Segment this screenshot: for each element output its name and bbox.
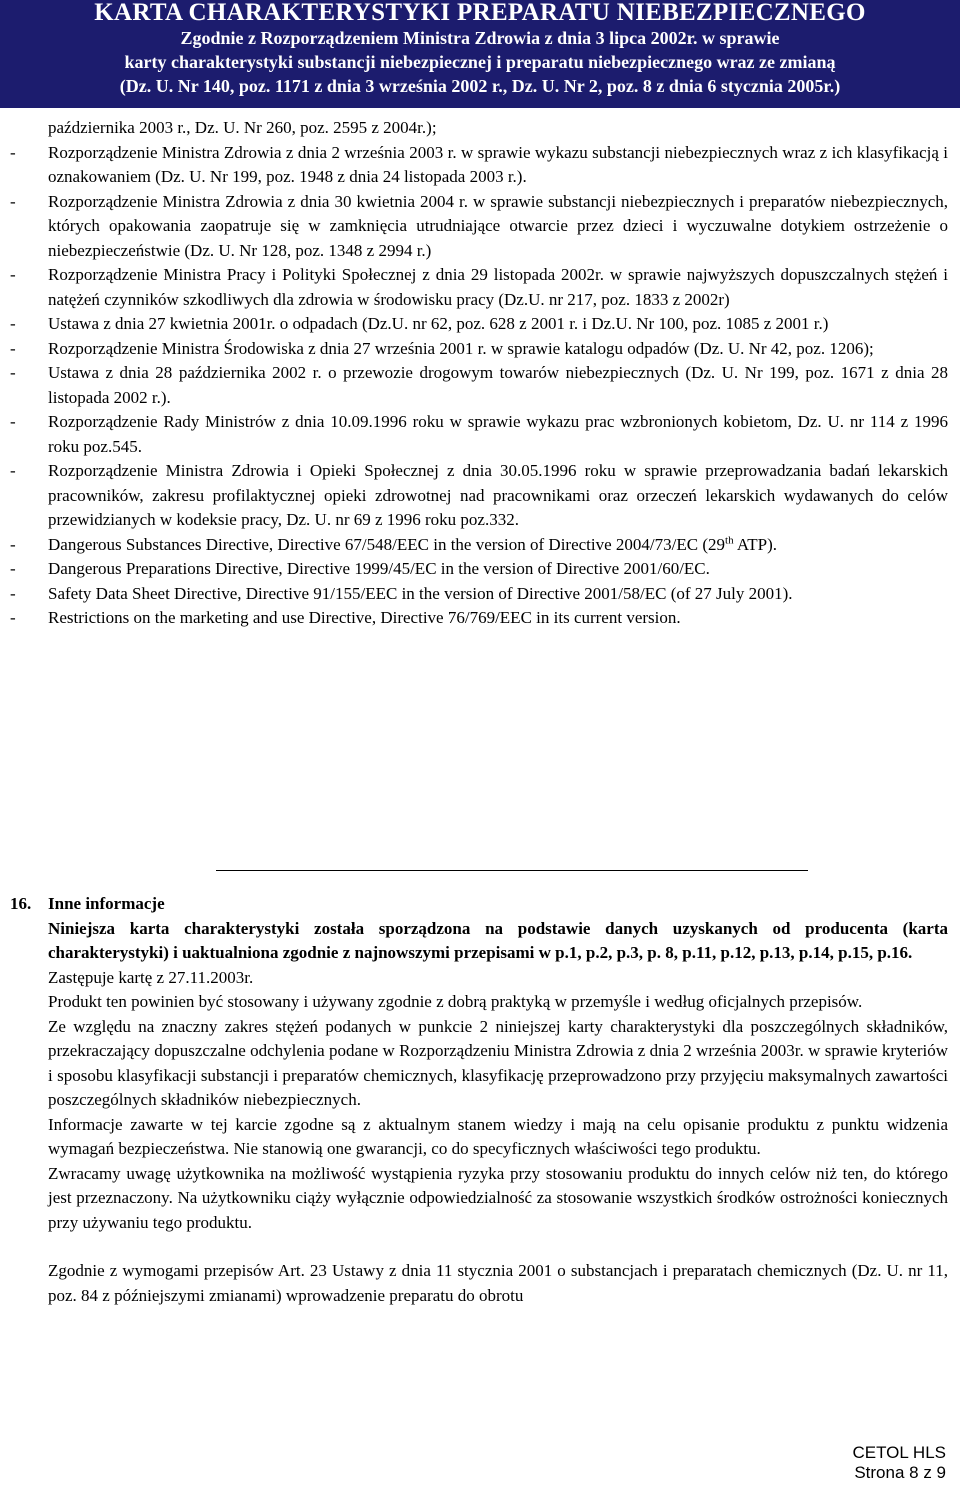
document-header	[0, 0, 960, 108]
legislation-item	[10, 410, 948, 459]
list-dash: -	[10, 142, 16, 162]
legislation-item	[10, 337, 948, 362]
document-title: KARTA CHARAKTERYSTYKI PREPARATU NIEBEZPIECZNEGO	[94, 0, 866, 26]
directive-text: Dangerous Preparations Directive, Directive 1999/45/EC in the version of Directive 2001/60/EC.	[48, 559, 710, 578]
company-name: CETOL HLS	[852, 1443, 946, 1462]
section-divider	[216, 870, 808, 871]
legislation-item-text: Ustawa z dnia 28 października 2002 r. o przewozie drogowym towarów niebezpiecznych (Dz. U. Nr 199, poz. 1671 z dnia 28 listopada 2002 r.).	[48, 363, 948, 407]
directive-text-end: ATP).	[733, 534, 778, 554]
section-number: 16.	[10, 894, 32, 913]
directive-item	[10, 557, 948, 582]
legislation-item-text: Rozporządzenie Ministra Pracy i Polityki Społecznej z dnia 29 listopada 2002r. w sprawie najwyższych dopuszczalnych stężeń i natężeń czynników szkodliwych dla zdrowia w środowisku pracy (Dz.U. nr 217, poz. 1833 z 2002r)	[48, 265, 948, 309]
list-dash: -	[10, 314, 16, 333]
header-regulation-line-1: Zgodnie z Rozporządzeniem Ministra Zdrowia z dnia 3 lipca 2002r. w sprawie	[180, 28, 780, 48]
list-dash: -	[10, 363, 16, 382]
legislation-item-text: Rozporządzenie Rady Ministrów z dnia 10.09.1996 roku w sprawie wykazu prac wzbronionych kobietom, Dz. U. nr 114 z 1996 roku poz.545.	[48, 412, 948, 456]
directive-item	[10, 582, 948, 607]
section-16	[10, 892, 948, 1308]
legislation-item-text: Ustawa z dnia 27 kwietnia 2001r. o odpadach (Dz.U. nr 62, poz. 628 z 2001 r. i Dz.U. Nr 100, poz. 1085 z 2001 r.)	[48, 314, 829, 333]
list-dash: -	[10, 191, 16, 211]
header-regulation-line-3: (Dz. U. Nr 140, poz. 1171 z dnia 3 września 2002 r., Dz. U. Nr 2, poz. 8 z dnia 6 stycznia 2005r.)	[119, 76, 841, 96]
list-dash: -	[10, 608, 16, 627]
list-dash: -	[10, 461, 16, 480]
superscript-th: th	[725, 533, 734, 546]
list-dash: -	[10, 583, 16, 603]
paragraph: Zgodnie z wymogami przepisów Art. 23 Ustawy z dnia 11 stycznia 2001 o substancjach i preparatach chemicznych (Dz. U. nr 11, poz. 84 z późniejszymi zmianami) wprowadzenie preparatu do obrotu	[48, 1261, 948, 1305]
legislation-item-text: Rozporządzenie Ministra Zdrowia z dnia 30 kwietnia 2004 r. w sprawie substancji niebezpiecznych i preparatów niebezpiecznych, których opakowania zaopatruje się w zamknięcia utrudniające otwarcie przez dzieci i wyczuwalne dotykiem ostrzeżenie o niebezpieczeństwie (Dz. U. Nr 128, poz. 1348 z 2994 r.)	[48, 191, 948, 260]
directive-text: Dangerous Substances Directive, Directive 67/548/EEC in the version of Directive 2004/73/EC (29	[48, 534, 726, 554]
list-dash: -	[10, 265, 16, 284]
paragraph: Zastępuje kartę z 27.11.2003r.	[48, 967, 254, 987]
legislation-item	[10, 263, 948, 312]
section-heading	[10, 892, 948, 917]
header-regulation-line-2: karty charakterystyki substancji niebezpiecznej i preparatu niebezpiecznego wraz ze zmianą	[124, 52, 836, 72]
legislation-item	[10, 361, 948, 410]
legislation-item	[10, 190, 948, 264]
list-dash: -	[10, 412, 16, 431]
legislation-item-text: Rozporządzenie Ministra Zdrowia i Opieki Społecznej z dnia 30.05.1996 roku w sprawie przeprowadzania badań lekarskich pracowników, zakresu profilaktycznej opieki zdrowotnej nad pracownikami oraz orzeczeń lekarskich wydawanych do celów przewidzianych w kodeksie pracy, Dz. U. nr 69 z 1996 roku poz.332.	[48, 461, 948, 529]
legislation-item	[10, 141, 948, 190]
paragraph: Produkt ten powinien być stosowany i używany zgodnie z dobrą praktyką w przemyśle i według oficjalnych przepisów.	[48, 992, 863, 1011]
section-title: Inne informacje	[48, 894, 165, 913]
legislation-item	[10, 459, 948, 533]
directive-item	[10, 606, 948, 631]
legislation-item-text: Rozporządzenie Ministra Środowiska z dnia 27 września 2001 r. w sprawie katalogu odpadów (Dz. U. Nr 42, poz. 1206);	[48, 338, 874, 358]
legislation-item	[10, 312, 948, 337]
paragraph: Informacje zawarte w tej karcie zgodne są z aktualnym stanem wiedzy i mają na celu opisanie produktu z punktu widzenia wymagań bezpieczeństwa. Nie stanowią one gwarancji, co do specyficznych właściwości tego produktu.	[48, 1114, 948, 1158]
bold-paragraph: Niniejsza karta charakterystyki została sporządzona na podstawie danych uzyskanych od producenta (karta charakterystyki) i uaktualniona zgodnie z najnowszymi przepisami w p.1, p.2, p.3, p. 8, p.11, p.12, p.13, p.14, p.15, p.16.	[48, 918, 948, 962]
page-footer	[852, 1443, 946, 1483]
list-dash: -	[10, 559, 16, 578]
paragraph-gap	[48, 1235, 948, 1259]
directive-text: Restrictions on the marketing and use Directive, Directive 76/769/EEC in its current version.	[48, 608, 681, 627]
list-dash: -	[10, 534, 16, 554]
directive-item	[10, 533, 948, 558]
paragraph: Zwracamy uwagę użytkownika na możliwość wystąpienia ryzyka przy stosowaniu produktu do innych celów niż ten, do którego jest przeznaczony. Na użytkowniku ciąży wyłącznie odpowiedzialność za stosowanie wszystkich środków ostrożności koniecznych przy używaniu tego produktu.	[48, 1163, 948, 1232]
continuation-text: października 2003 r., Dz. U. Nr 260, poz. 2595 z 2004r.);	[48, 118, 437, 137]
section-body	[10, 917, 948, 1309]
legislation-list	[10, 116, 948, 631]
paragraph: Ze względu na znaczny zakres stężeń podanych w punkcie 2 niniejszej karty charakterystyki dla poszczególnych składników, przekraczający dopuszczalne odchylenia podane w Rozporządzeniu Ministra Zdrowia z dnia 2 września 2003r. w sprawie kryteriów i sposobu klasyfikacji substancji i preparatów chemicznych, klasyfikację przeprowadzono przy przyjęciu maksymalnych zawartości poszczególnych składników niebezpiecznych.	[48, 1016, 948, 1109]
list-dash: -	[10, 338, 16, 358]
directive-text: Safety Data Sheet Directive, Directive 91/155/EEC in the version of Directive 2001/58/EC (of 27 July 2001).	[48, 583, 793, 603]
page-number: Strona 8 z 9	[854, 1463, 946, 1482]
legislation-item-text: Rozporządzenie Ministra Zdrowia z dnia 2 września 2003 r. w sprawie wykazu substancji niebezpiecznych wraz z ich klasyfikacją i oznakowaniem (Dz. U. Nr 199, poz. 1948 z dnia 24 listopada 2003 r.).	[48, 142, 948, 186]
